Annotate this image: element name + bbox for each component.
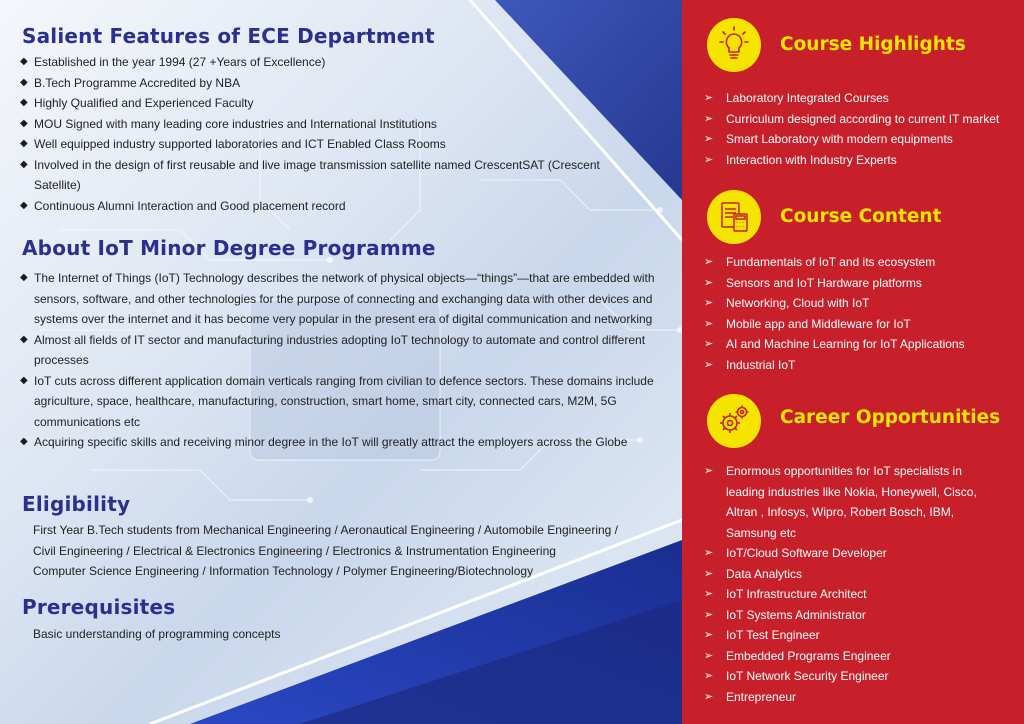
about-iot-item-text: IoT cuts across different application domain verticals ranging from civilian to defence sectors. These domains include agriculture, space, healthcare, manufacturing, construction, smart home, smart city, connected cars, M2M, 5G communications etc bbox=[34, 373, 654, 429]
course-highlight-item-text: Curriculum designed according to current IT market bbox=[726, 111, 1000, 126]
about-iot-item-text: The Internet of Things (IoT) Technology describes the network of physical objects—“things”—that are embedded with sensors, software, and other technologies for the purpose of connecting and exchanging data with other devices and systems over the internet and it has become very popular in the present era of digital communication and networking bbox=[34, 271, 655, 326]
arrow-bullet-icon: ➢ bbox=[704, 608, 714, 621]
arrow-bullet-icon: ➢ bbox=[704, 567, 714, 580]
arrow-bullet-icon: ➢ bbox=[704, 588, 714, 600]
course-content-item bbox=[704, 334, 1020, 355]
salient-features-list bbox=[20, 52, 630, 216]
salient-features-title: Salient Features of ECE Department bbox=[22, 24, 435, 48]
prerequisites-title: Prerequisites bbox=[22, 595, 176, 619]
about-iot-item bbox=[20, 432, 655, 453]
arrow-bullet-icon: ➢ bbox=[704, 92, 714, 104]
salient-feature-item-text: Established in the year 1994 (27 +Years of Excellence) bbox=[34, 55, 326, 69]
career-opportunity-item bbox=[704, 666, 994, 687]
salient-feature-item bbox=[20, 93, 630, 114]
career-opportunity-item-text: Data Analytics bbox=[726, 566, 803, 581]
career-opportunity-item bbox=[704, 564, 994, 585]
arrow-bullet-icon: ➢ bbox=[704, 317, 714, 330]
arrow-bullet-icon: ➢ bbox=[704, 670, 714, 682]
diamond-bullet-icon: ◆ bbox=[20, 138, 28, 149]
course-content-item bbox=[704, 314, 1020, 335]
diamond-bullet-icon: ◆ bbox=[20, 436, 28, 447]
arrow-bullet-icon: ➢ bbox=[704, 690, 714, 703]
arrow-bullet-icon: ➢ bbox=[704, 297, 714, 309]
arrow-bullet-icon: ➢ bbox=[704, 338, 714, 350]
about-iot-item bbox=[20, 371, 655, 433]
career-opportunity-item bbox=[704, 625, 994, 646]
course-content-item-text: Industrial IoT bbox=[726, 357, 796, 372]
course-content-item-text: AI and Machine Learning for IoT Applications bbox=[726, 337, 965, 351]
salient-feature-item-text: Involved in the design of first reusable and live image transmission satellite named CrescentSAT (Crescent Satellite) bbox=[34, 157, 600, 192]
salient-feature-item bbox=[20, 114, 630, 135]
diamond-bullet-icon: ◆ bbox=[20, 56, 28, 67]
salient-feature-item-text: Highly Qualified and Experienced Faculty bbox=[34, 96, 254, 110]
arrow-bullet-icon: ➢ bbox=[704, 133, 714, 145]
course-highlights-list bbox=[704, 88, 1020, 170]
course-highlight-item bbox=[704, 109, 1020, 130]
arrow-bullet-icon: ➢ bbox=[704, 153, 714, 166]
course-content-item bbox=[704, 355, 1020, 376]
salient-feature-item bbox=[20, 134, 630, 155]
diamond-bullet-icon: ◆ bbox=[20, 97, 28, 108]
course-highlight-item bbox=[704, 150, 1020, 171]
about-iot-title: About IoT Minor Degree Programme bbox=[22, 236, 436, 260]
diamond-bullet-icon: ◆ bbox=[20, 158, 28, 170]
arrow-bullet-icon: ➢ bbox=[704, 256, 714, 268]
document-calculator-icon bbox=[707, 190, 761, 244]
career-opportunity-item bbox=[704, 605, 994, 626]
career-opportunity-item-text: IoT Test Engineer bbox=[726, 628, 820, 642]
course-content-item-text: Fundamentals of IoT and its ecosystem bbox=[726, 255, 936, 269]
diamond-bullet-icon: ◆ bbox=[20, 76, 28, 88]
career-opportunity-item-text: Embedded Programs Engineer bbox=[726, 648, 891, 663]
arrow-bullet-icon: ➢ bbox=[704, 112, 714, 125]
arrow-bullet-icon: ➢ bbox=[704, 629, 714, 641]
course-content-item-text: Mobile app and Middleware for IoT bbox=[726, 316, 911, 331]
salient-feature-item-text: Continuous Alumni Interaction and Good placement record bbox=[34, 198, 346, 213]
eligibility-line: Civil Engineering / Electrical & Electronics Engineering / Electronics & Instrumentation Engineering bbox=[33, 543, 556, 558]
career-opportunity-item bbox=[704, 584, 994, 605]
salient-feature-item bbox=[20, 196, 630, 217]
course-content-item bbox=[704, 293, 1020, 314]
career-opportunity-item-text: IoT Systems Administrator bbox=[726, 607, 866, 622]
about-iot-item bbox=[20, 268, 655, 330]
about-iot-item-text: Almost all fields of IT sector and manufacturing industries adopting IoT technology to automate and control different processes bbox=[34, 332, 646, 367]
course-content-list bbox=[704, 252, 1020, 375]
about-iot-item-text: Acquiring specific skills and receiving minor degree in the IoT will greatly attract the employers across the Globe bbox=[34, 435, 628, 449]
career-opportunity-item-text: Enormous opportunities for IoT specialists in leading industries like Nokia, Honeywell, Cisco, Altran , Infosys, Wipro, Robert Bosch, IBM, Samsung etc bbox=[726, 464, 977, 540]
career-opportunity-item bbox=[704, 687, 994, 708]
gears-icon bbox=[707, 394, 761, 448]
salient-feature-item bbox=[20, 73, 630, 94]
course-content-title: Course Content bbox=[780, 206, 942, 227]
salient-feature-item bbox=[20, 52, 630, 73]
course-highlight-item bbox=[704, 88, 1020, 109]
course-highlight-item-text: Smart Laboratory with modern equipments bbox=[726, 132, 953, 146]
eligibility-title: Eligibility bbox=[22, 492, 131, 516]
diamond-bullet-icon: ◆ bbox=[20, 199, 28, 211]
salient-feature-item-text: Well equipped industry supported laboratories and ICT Enabled Class Rooms bbox=[34, 137, 446, 151]
course-highlight-item-text: Laboratory Integrated Courses bbox=[726, 91, 889, 105]
course-content-item-text: Networking, Cloud with IoT bbox=[726, 296, 870, 310]
course-highlight-item bbox=[704, 129, 1020, 150]
about-iot-list bbox=[20, 268, 655, 453]
career-opportunity-item-text: Entrepreneur bbox=[726, 689, 797, 704]
salient-feature-item-text: B.Tech Programme Accredited by NBA bbox=[34, 75, 241, 90]
course-highlights-title: Course Highlights bbox=[780, 34, 966, 55]
arrow-bullet-icon: ➢ bbox=[704, 649, 714, 662]
course-highlight-item-text: Interaction with Industry Experts bbox=[726, 152, 897, 167]
salient-feature-item-text: MOU Signed with many leading core industries and International Institutions bbox=[34, 116, 437, 131]
arrow-bullet-icon: ➢ bbox=[704, 276, 714, 289]
diamond-bullet-icon: ◆ bbox=[20, 333, 28, 345]
arrow-bullet-icon: ➢ bbox=[704, 547, 714, 559]
course-content-item bbox=[704, 252, 1020, 273]
prerequisites-text: Basic understanding of programming concepts bbox=[33, 627, 281, 641]
arrow-bullet-icon: ➢ bbox=[704, 358, 714, 371]
eligibility-line: First Year B.Tech students from Mechanical Engineering / Aeronautical Engineering / Automobile Engineering / bbox=[33, 523, 619, 537]
diamond-bullet-icon: ◆ bbox=[20, 117, 28, 129]
diamond-bullet-icon: ◆ bbox=[20, 374, 28, 386]
course-content-item-text: Sensors and IoT Hardware platforms bbox=[726, 275, 922, 290]
lightbulb-icon bbox=[707, 18, 761, 72]
career-opportunity-item bbox=[704, 646, 994, 667]
career-opportunity-item bbox=[704, 461, 994, 543]
salient-feature-item bbox=[20, 155, 630, 196]
about-iot-item bbox=[20, 330, 655, 371]
career-opportunity-item-text: IoT/Cloud Software Developer bbox=[726, 546, 887, 560]
eligibility-text bbox=[33, 520, 673, 582]
career-opportunities-list bbox=[704, 461, 994, 707]
eligibility-line: Computer Science Engineering / Information Technology / Polymer Engineering/Biotechnology bbox=[33, 564, 534, 578]
career-opportunity-item bbox=[704, 543, 994, 564]
right-panel bbox=[682, 0, 1024, 724]
career-opportunity-item-text: IoT Network Security Engineer bbox=[726, 669, 889, 683]
diamond-bullet-icon: ◆ bbox=[20, 272, 28, 283]
career-opportunities-title: Career Opportunities bbox=[780, 407, 1001, 428]
career-opportunity-item-text: IoT Infrastructure Architect bbox=[726, 587, 867, 601]
course-content-item bbox=[704, 273, 1020, 294]
arrow-bullet-icon: ➢ bbox=[704, 465, 714, 477]
